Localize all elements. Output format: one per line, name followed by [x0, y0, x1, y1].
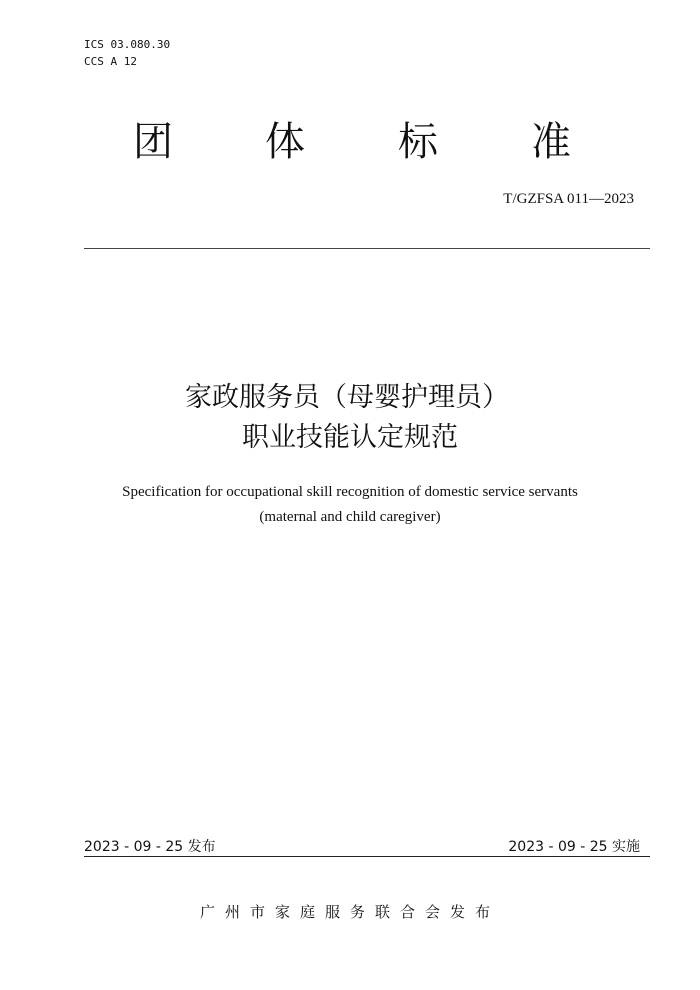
standard-number: T/GZFSA 011—2023: [503, 191, 634, 207]
header-divider: [84, 248, 650, 249]
standard-type-char: 团: [133, 119, 173, 165]
implementation-date: 2023 - 09 - 25 实施: [508, 839, 640, 855]
standard-type-char: 准: [531, 119, 571, 165]
issue-date: 2023 - 09 - 25 发布: [84, 839, 216, 855]
chinese-title-line-1: 家政服务员（母婴护理员）: [185, 382, 509, 413]
english-title-line-1: Specification for occupational skill recognition of domestic service servants: [122, 484, 578, 500]
footer-divider: [84, 856, 650, 857]
standard-type-char: 标: [398, 119, 438, 165]
ccs-code: CCS A 12: [84, 55, 137, 68]
standard-type-char: 体: [265, 119, 305, 165]
ics-code: ICS 03.080.30: [84, 38, 171, 51]
chinese-title-line-2: 职业技能认定规范: [242, 422, 458, 453]
english-title-line-2: (maternal and child caregiver): [259, 509, 441, 525]
publisher: 广州市家庭服务联合会发布: [199, 903, 500, 921]
standard-type-heading: [0, 118, 700, 168]
